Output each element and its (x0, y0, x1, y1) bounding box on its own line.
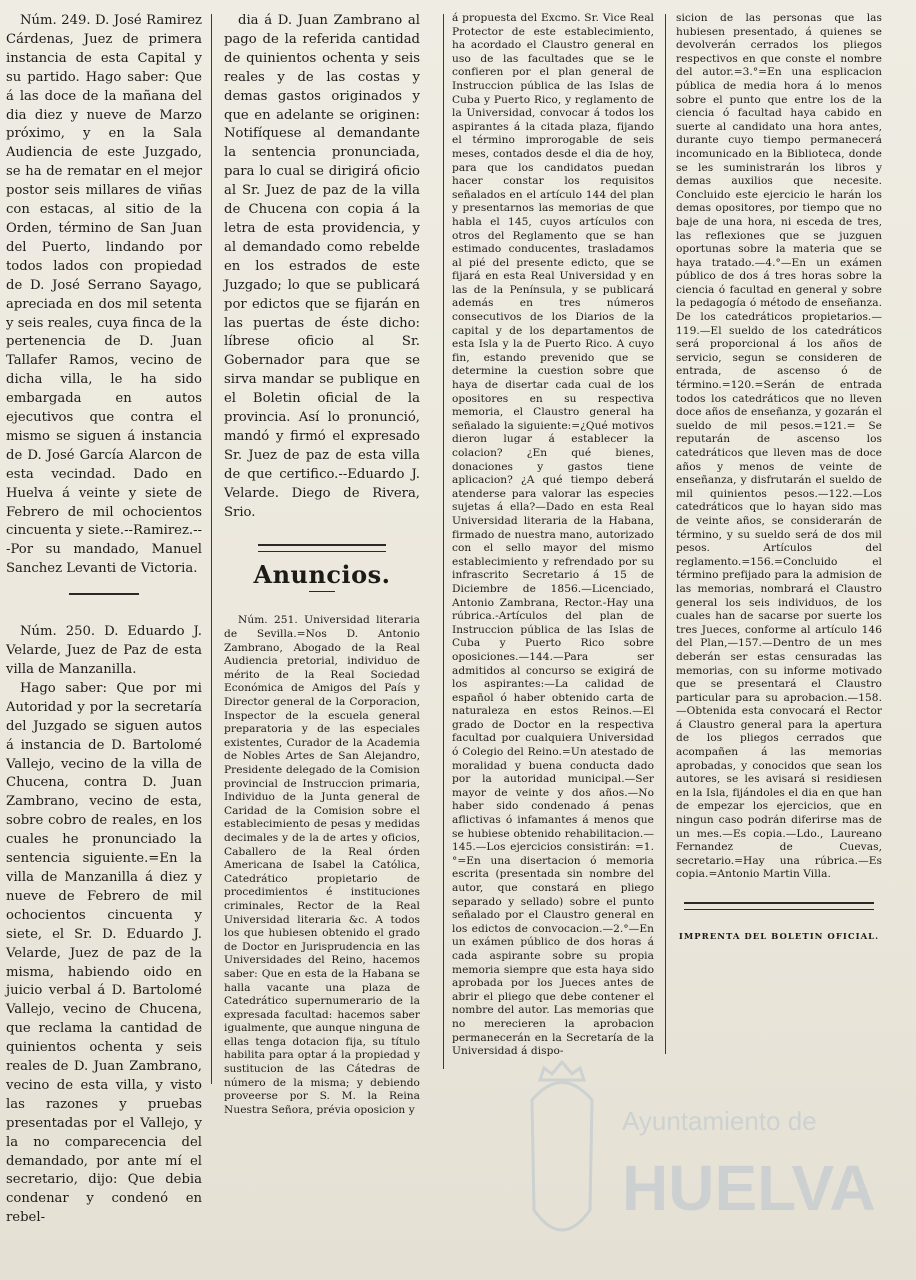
notice-251-continued: á propuesta del Excmo. Sr. Vice Real Protector de este establecimiento, ha acordado el Claustro general en uso de las facultades que se le confieren por el plan general de Instruccion pública de las Islas de Cuba y Puerto Rico, y reglamento de la Universidad, convocar á todos los aspirantes á la citada plaza, fijando el término improrogable de seis meses, contados desde el dia de hoy, para que los candidatos puedan hacer constar los requisitos señalados en el artículo 144 del plan y presentarnos las memorias de que habla el 145, cuyos artículos con otros del Reglamento que se han estimado conducentes, trasladamos al pié del presente edicto, que se fijará en esta Real Universidad y en las de la Península, y se publicará además en tres números consecutivos de los Diarios de la capital y de los departamentos de esta Isla y la de Puerto Rico. A cuyo fin, estando prevenido que se determine la cuestion sobre que haya de disertar cada cual de los opositores en su respectiva memoria, el Claustro general ha señalado la siguiente:=¿Qué motivos dieron lugar á establecer la colacion? ¿En qué bienes, donaciones y gastos tiene aplicacion? ¿A qué tiempo deberá atenderse para valorar las especies sujetas á ella?—Dado en esta Real Universidad literaria de la Habana, firmado de nuestra mano, autorizado con el sello mayor del mismo establecimiento y refrendado por su infrascrito Secretario á 15 de Diciembre de 1856.—Licenciado, Antonio Zambrana, Rector.-Hay una rúbrica.-Artículos del plan de Instruccion pública de las Islas de Cuba y Puerto Rico sobre oposiciones.—144.—Para ser admitidos al concurso se exigirá de los aspirantes:—La calidad de español ó haber obtenido carta de naturaleza en estos Reinos.—El grado de Doctor en la respectiva facultad por cualquiera Universidad ó Colegio del Reino.=Un atestado de moralidad y buena conducta dado por la autoridad municipal.—Ser mayor de veinte y dos años.—No haber sido condenado á penas aflictivas ó infamantes á menos que se hubiese obtenido rehabilitacion.—145.—Los ejercicios consistirán: =1.°=En una disertacion ó memoria escrita (presentada sin nombre del autor, que constará en pliego separado y sellado) sobre el punto señalado por el Claustro general en los edictos de convocacion.—2.°—En un exámen público de dos horas á cada aspirante sobre su propia memoria siempre que esta haya sido aprobada por los Jueces antes de abrir el pliego que debe contener el nombre del autor. Las memorias que no merecieren la aprobacion permanecerán en la Secretaría de la Universidad á dispo- (452, 12, 654, 1058)
watermark-line-2: HUELVA (622, 1152, 876, 1224)
column-divider (665, 14, 666, 1054)
coat-of-arms-shield-icon (532, 1083, 592, 1231)
double-rule (258, 544, 386, 552)
column-3 (452, 12, 654, 1062)
column-divider (443, 14, 444, 1069)
crown-icon (540, 1062, 584, 1080)
notice-249: Núm. 249. D. José Ramirez Cárdenas, Juez de primera instancia de esta Capital y su partido. Hago saber: Que á las doce de la mañana del dia diez y nueve de Marzo próximo, y en la Sala Audiencia de este Juzgado, se ha de rematar en el mejor postor seis millares de viñas con estacas, al sitio de la Orden, término de San Juan del Puerto, lindando por todos lados con propiedad de D. José Serrano Sayago, apreciada en dos mil setenta y seis reales, cuya finca de la pertenencia de D. Juan Tallafer Ramos, vecino de dicha villa, le ha sido embargada en autos ejecutivos que contra el mismo se siguen á instancia de D. José García Alarcon de esta vecindad. Dado en Huelva á veinte y siete de Febrero de mil ochocientos cincuenta y siete.--Ramirez.---Por su mandado, Manuel Sanchez Levanti de Victoria. (6, 13, 202, 577)
double-rule (684, 902, 874, 910)
column-2 (224, 12, 420, 1116)
printer-imprint: IMPRENTA DEL BOLETIN OFICIAL. (678, 932, 880, 942)
column-4 (676, 12, 882, 1012)
watermark-line-1: Ayuntamiento de (622, 1106, 817, 1136)
ayuntamiento-watermark (512, 1060, 876, 1270)
column-1 (6, 12, 202, 1228)
notice-250-continuation: dia á D. Juan Zambrano al pago de la referida cantidad de quinientos ochenta y seis reales y de las costas y demas gastos originados y que en adelante se originen: Notifíquese al demandante la sentencia pronunciada, para lo cual se dirigirá oficio al Sr. Juez de paz de la villa de Chucena con copia á la letra de esta providencia, y al demandado como rebelde en los estrados de este Juzgado; lo que se publicará por edictos que se fijarán en las puertas de éste dicho: líbrese oficio al Sr. Gobernador para que se sirva mandar se publique en el Boletin oficial de la provincia. Así lo pronunció, mandó y firmó el expresado Sr. Juez de paz de esta villa de que certifico.--Eduardo J. Velarde. Diego de Rivera, Srio. (224, 13, 420, 520)
notice-251-end: sicion de las personas que las hubiesen presentado, á quienes se devolverán cerrados los pliegos respectivos en que conste el nombre del autor.=3.°=En una esplicacion pública de media hora á lo menos sobre el punto que entre los de la ciencia ó facultad haya cabido en suerte al candidato una hora antes, durante cuyo tiempo permanecerá incomunicado en la Biblioteca, donde se les suministrarán los libros y demas auxilios que necesite. Concluido este ejercicio le harán los demas opositores, por tiempo que no baje de una hora, ni esceda de tres, las reflexiones que se juzguen oportunas sobre la materia que se haya tratado.—4.°—En un exámen público de dos á tres horas sobre la ciencia ó facultad en general y sobre la pedagogía ó método de enseñanza. De los catedráticos propietarios.—119.—El sueldo de los catedráticos será proporcional á los años de servicio, segun se consideren de entrada, de ascenso ó de término.=120.=Serán de entrada todos los catedráticos que no lleven doce años de enseñanza, y gozarán el sueldo de mil pesos.=121.= Se reputarán de ascenso los catedráticos que lleven mas de doce años y menos de veinte de enseñanza, y disfrutarán el sueldo de mil quinientos pesos.—122.—Los catedráticos que lo hayan sido mas de veinte años, se considerarán de término, y su sueldo será de dos mil pesos. Artículos del reglamento.=156.=Concluido el término prefijado para la admision de las memorias, nombrará el Claustro general los seis individuos, de los cuales han de sacarse por suerte los tres Jueces, conforme al artículo 146 del Plan,—157.—Dentro de un mes deberán ser estas censuradas las memorias, con su informe motivado que se presentará el Claustro particular para su aprobacion.—158.—Obtenida esta convocará el Rector á Claustro general para la apertura de los pliegos cerrados que acompañen á las memorias aprobadas, y conocidos que sean los autores, se les avisará si residiesen en la Isla, fijándoles el dia en que han de empezar los ejercicios, que en ningun caso podrán diferirse mas de un mes.—Es copia.—Ldo., Laureano Fernandez de Cuevas, secretario.=Hay una rúbrica.—Es copia.=Antonio Martin Villa. (676, 12, 882, 881)
column-divider (211, 14, 212, 1084)
anuncios-heading: Anuncios. (253, 560, 391, 590)
notice-250-title: Núm. 250. D. Eduardo J. Velarde, Juez de Paz de esta villa de Manzanilla. (6, 624, 202, 677)
notice-251: Núm. 251. Universidad literaria de Sevilla.=Nos D. Antonio Zambrano, Abogado de la Real Audiencia pretorial, individuo de mérito de la Real Sociedad Económica de Amigos del País y Director general de la Corporacion, Inspector de la escuela general preparatoria y de las especiales existentes, Curador de la Academia de Nobles Artes de San Alejandro, Presidente delegado de la Comision provincial de Instruccion primaria, Individuo de la Junta general de Caridad de la Comision sobre el establecimiento de pesas y medidas decimales y de la de artes y oficios, Caballero de la Real órden Americana de Isabel la Católica, Catedrático propietario de procedimientos é instituciones criminales, Rector de la Real Universidad literaria &c. A todos los que hubiesen obtenido el grado de Doctor en Jurisprudencia en las Universidades del Reino, hacemos saber: Que en esta de la Habana se halla vacante una plaza de Catedrático supernumerario de la expresada facultad: hacemos saber igualmente, que aunque ninguna de ellas tenga dotacion fija, su título habilita para optar á la propiedad y sustitucion de las Cátedras de número de la misma; y debiendo proveerse por S. M. la Reina Nuestra Señora, prévia oposicion y (224, 614, 420, 1116)
notice-250-body: Hago saber: Que por mi Autoridad y por la secretaría del Juzgado se siguen autos á instancia de D. Bartolomé Vallejo, vecino de la villa de Chucena, contra D. Juan Zambrano, vecino de esta, sobre cobro de reales, en los cuales he pronunciado la sentencia siguiente.=En la villa de Manzanilla á diez y nueve de Febrero de mil ochocientos cincuenta y siete, el Sr. D. Eduardo J. Velarde, Juez de paz de la misma, habiendo oido en juicio verbal á D. Bartolomé Vallejo, vecino de Chucena, que reclama la cantidad de quinientos ochenta y seis reales de D. Juan Zambrano, vecino de esta villa, y visto las razones y pruebas presentadas por el Vallejo, y la no comparecencia del demandado, por ante mí el secretario, dijo: Que debia condenar y condenó en rebel- (6, 680, 202, 1226)
